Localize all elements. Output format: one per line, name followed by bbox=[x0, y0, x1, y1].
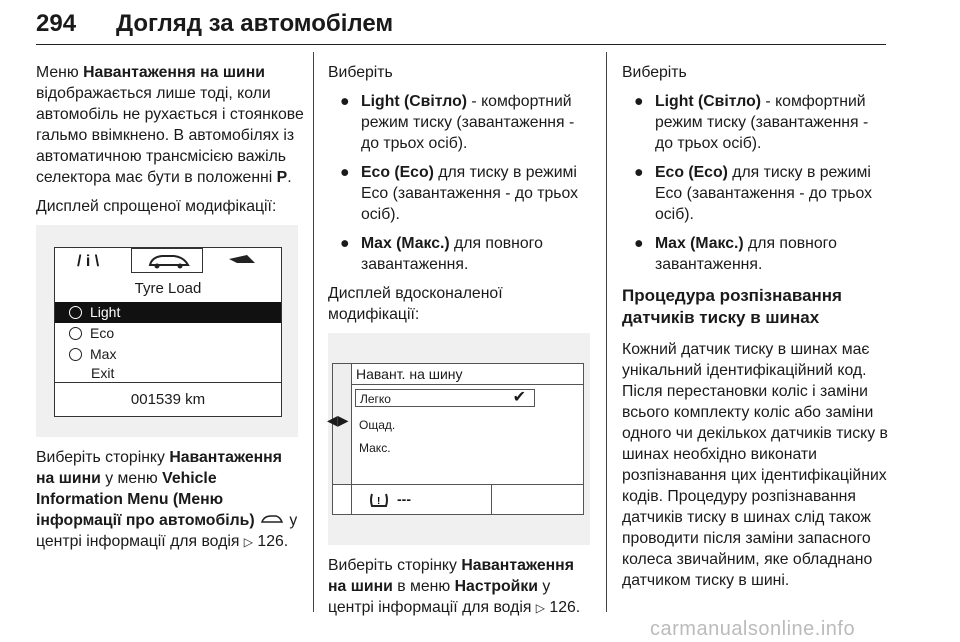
options-list bbox=[622, 91, 890, 275]
car-icon bbox=[259, 513, 285, 525]
paragraph: Дисплей спрощеної модифікації: bbox=[36, 198, 277, 215]
paragraph: Виберіть bbox=[328, 64, 393, 81]
simple-display-figure bbox=[36, 225, 298, 437]
display-caption: Tyre Load bbox=[134, 280, 202, 297]
display-icon-row bbox=[55, 248, 281, 272]
display-option-selected: Легко ✔ bbox=[355, 389, 535, 407]
car-icon-tab bbox=[131, 248, 203, 273]
radio-icon bbox=[69, 327, 82, 340]
arrow-right-icon: ▷ bbox=[243, 535, 254, 549]
column-3 bbox=[622, 62, 890, 599]
display-title: Навант. на шину bbox=[352, 364, 583, 385]
display-option: Ощад. bbox=[359, 418, 396, 432]
display-option-eco: Eco bbox=[55, 323, 281, 344]
display-option: Макс. bbox=[359, 441, 391, 455]
column-divider bbox=[606, 52, 607, 612]
paragraph: Кожний датчик тиску в шинах має унікальний ідентифікаційний код. Після перестановки коліс і заміни всього комплекту коліс або заміни одного чи декількох датчиків тиску в шинах необхідно виконати розпізнавання цих ідентифікаційних кодів. Процедуру розпізнавання датчиків тиску в шинах слід також проводити після заміни запасного колеса звичайним, яке обладнано датчиком тиску в шині. bbox=[622, 341, 888, 589]
page-number: 294 bbox=[36, 10, 77, 37]
display-option-max: Max bbox=[55, 344, 281, 365]
display-option-exit: Exit bbox=[91, 365, 115, 381]
column-divider bbox=[313, 52, 314, 612]
tyre-pressure-icon bbox=[367, 488, 391, 512]
svg-text:!: ! bbox=[377, 496, 381, 507]
watermark: carmanualsonline.info bbox=[650, 618, 856, 640]
radio-icon bbox=[69, 306, 82, 319]
list-item: ● Eco (Eco) для тиску в режимі Eco (завантаження - до трьох осіб). bbox=[634, 164, 873, 223]
page-title: Догляд за автомобілем bbox=[116, 10, 394, 37]
display-bottom-bar: ! --- bbox=[333, 484, 583, 515]
list-item: ● Eco (Eco) для тиску в режимі Eco (завантаження - до трьох осіб). bbox=[340, 164, 579, 223]
paragraph: Виберіть сторінку Навантаження на шини в меню Настройки у центрі інформації для водія ▷ 126. bbox=[328, 557, 581, 616]
display-screen bbox=[327, 363, 584, 515]
checkmark-icon: ✔ bbox=[512, 389, 526, 406]
paragraph: Дисплей вдосконаленої модифікації: bbox=[328, 285, 503, 323]
odometer: 001539 km bbox=[55, 382, 281, 417]
list-item: ● Light (Світло) - комфортний режим тиску (завантаження - до трьох осіб). bbox=[340, 93, 575, 152]
list-item: ● Max (Макс.) для повного завантаження. bbox=[340, 235, 543, 273]
car-icon bbox=[132, 249, 202, 272]
list-item: ● Light (Світло) - комфортний режим тиску (завантаження - до трьох осіб). bbox=[634, 93, 869, 152]
page-header bbox=[36, 4, 886, 45]
list-item: ● Max (Макс.) для повного завантаження. bbox=[634, 235, 837, 273]
arrow-right-icon: ▷ bbox=[535, 601, 546, 615]
column-2 bbox=[328, 62, 596, 627]
radio-icon bbox=[69, 348, 82, 361]
road-info-icon: / i \ bbox=[77, 253, 100, 270]
column-1 bbox=[36, 62, 304, 561]
advanced-display-figure bbox=[328, 333, 590, 545]
wrench-icon bbox=[227, 251, 257, 267]
paragraph: Меню Навантаження на шини відображається лише тоді, коли автомобіль не рухається і стоянкове гальмо ввімкнено. В автомобілях із автоматичною трансмісією важіль селектора має бути в положенні P. bbox=[36, 64, 304, 186]
section-heading: Процедура розпізнавання датчиків тиску в шинах bbox=[622, 286, 842, 327]
settings-icon bbox=[227, 251, 257, 273]
options-list bbox=[328, 91, 596, 275]
display-screen bbox=[54, 247, 282, 417]
paragraph: Виберіть сторінку Навантаження на шини у меню Vehicle Information Menu (Меню інформації про автомобіль) у центрі інформації для водія ▷ 126. bbox=[36, 449, 298, 550]
paragraph: Виберіть bbox=[622, 64, 687, 81]
display-option-light: Light bbox=[55, 302, 281, 323]
navigation-arrows-icon: ◀▶ bbox=[327, 412, 349, 428]
